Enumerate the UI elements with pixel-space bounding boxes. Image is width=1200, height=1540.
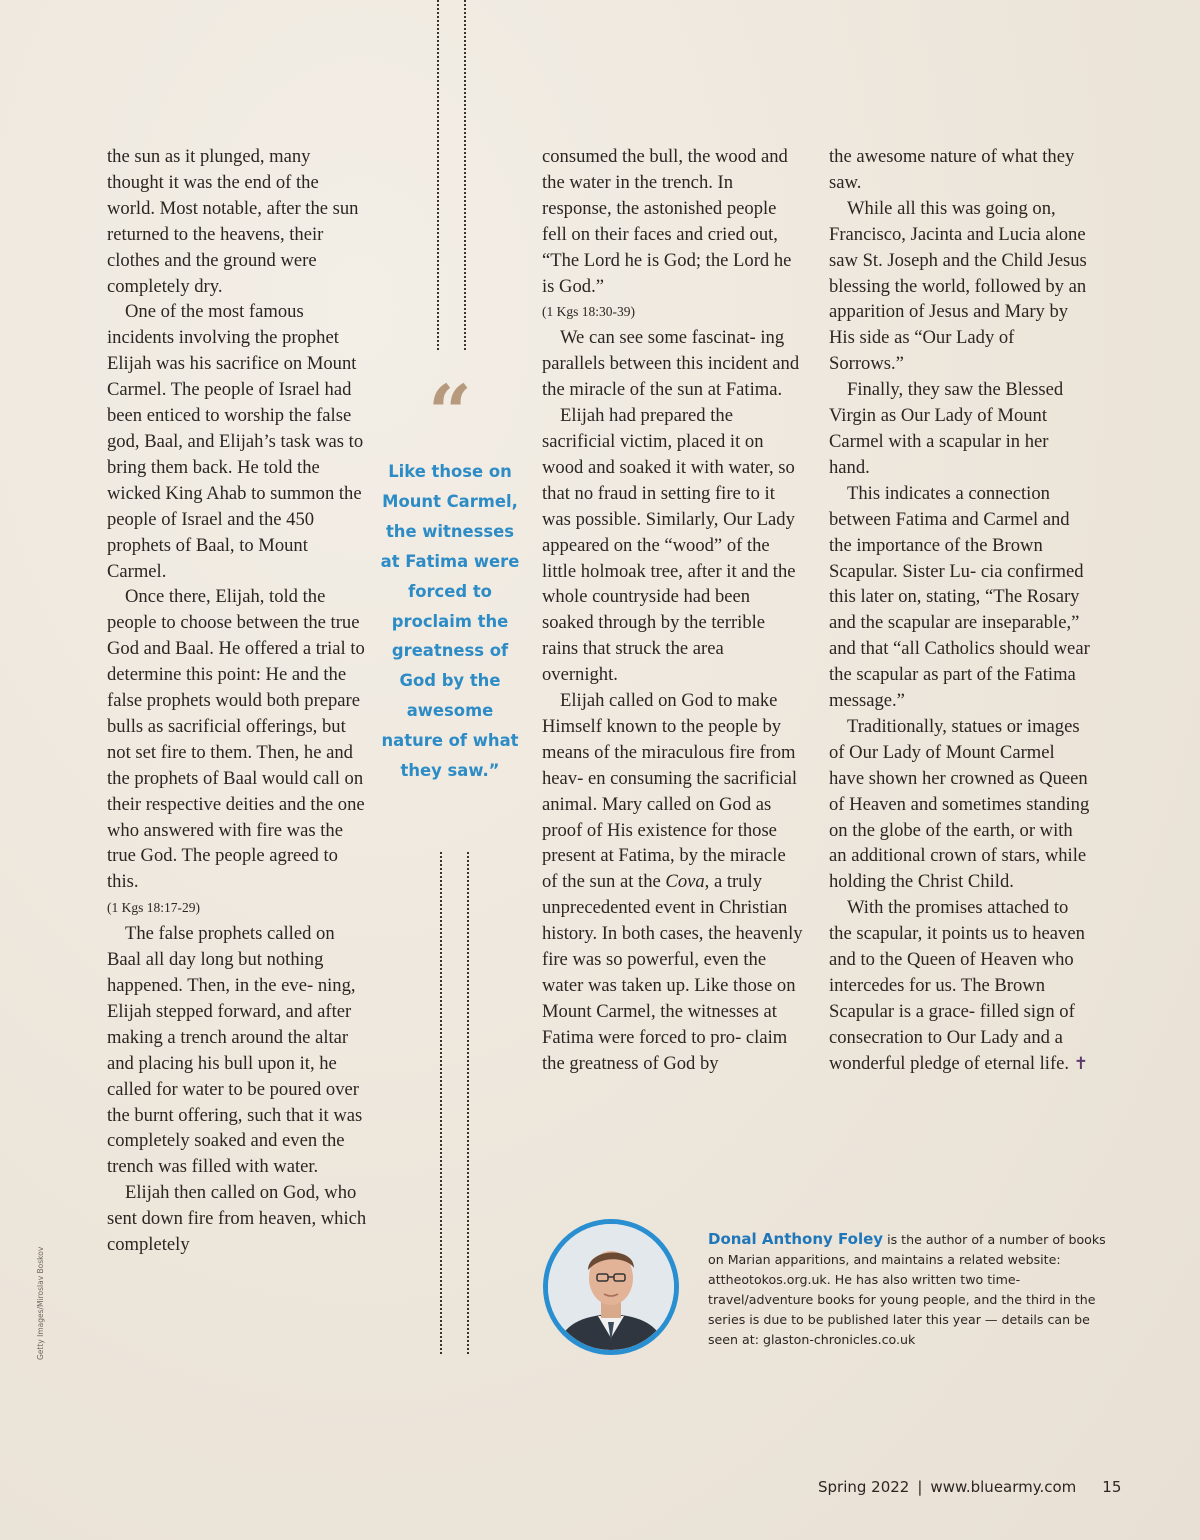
dotted-rule-bottom-left <box>440 852 442 1354</box>
article-column-1 <box>107 144 369 1258</box>
paragraph: Elijah then called on God, who sent down fire from heaven, which completely <box>107 1182 367 1256</box>
article-column-3 <box>829 144 1091 1078</box>
footer-separator: | <box>917 1478 923 1496</box>
paragraph <box>829 895 1091 1077</box>
paragraph-text: Elijah called on God to make Himself known to the people by means of the miraculous fire from heav- en consuming the sacrificial animal. Mary called on God as proof of His existence for those present at Fatima, by the miracle of the sun at the <box>542 690 798 893</box>
cross-end-mark-icon: ✝ <box>1073 1053 1088 1074</box>
website-link[interactable]: www.bluearmy.com <box>930 1478 1077 1496</box>
author-name: Donal Anthony Foley <box>708 1230 884 1248</box>
quote-mark-icon: “ <box>428 368 472 457</box>
photo-credit: Getty Images/Miroslav Boskov <box>36 1246 45 1360</box>
paragraph <box>542 688 804 1077</box>
paragraph: While all this was going on, Francisco, Jacinta and Lucia alone saw St. Joseph and the Child Jesus blessing the world, followed by an apparition of Jesus and Mary by His side as “Our Lady of Sorrows.” <box>829 197 1087 375</box>
issue-label: Spring 2022 <box>818 1478 910 1496</box>
paragraph: The false prophets called on Baal all day long but nothing happened. Then, in the eve- ning, Elijah stepped forward, and after making a trench around the altar and placing his bull upon it, he called for water to be poured over the burnt offering, such that it was completely soaked and even the trench was filled with water. <box>107 923 363 1178</box>
paragraph: Once there, Elijah, told the people to choose between the true God and Baal. He offered a trial to determine this point: He and the false prophets would both prepare bulls as sacrificial offerings, but not set fire to them. Then, he and the prophets of Baal would call on their respective deities and the one who answered with fire was the true God. The people agreed to this. <box>107 586 365 893</box>
paragraph: Finally, they saw the Blessed Virgin as Our Lady of Mount Carmel with a scapular in her hand. <box>829 379 1064 478</box>
dotted-rule-top-left <box>437 0 439 350</box>
paragraph: the awesome nature of what they saw. <box>829 146 1075 193</box>
paragraph: One of the most famous incidents involving the prophet Elijah was his sacrifice on Mount Carmel. The people of Israel had been enticed to worship the false god, Baal, and Elijah’s task was to bring them back. He told the wicked King Ahab to summon the people of Israel and the 450 prophets of Baal, to Mount Carmel. <box>107 301 364 582</box>
paragraph: consumed the bull, the wood and the water in the trench. In response, the astonished people fell on their faces and cried out, “The Lord he is God; the Lord he is God.” <box>542 146 792 297</box>
paragraph: Elijah had prepared the sacrificial victim, placed it on wood and soaked it with water, so that no fraud in setting fire to it was possible. Similarly, Our Lady appeared on the “wood” of the little holmoak tree, after it and the whole countryside had been soaked through by the terrible rains that struck the area overnight. <box>542 405 796 686</box>
page-footer <box>818 1476 1158 1498</box>
author-photo <box>543 1219 679 1355</box>
paragraph-text: With the promises attached to the scapular, it points us to heaven and to the Queen of Heaven who intercedes for us. The Brown Scapular is a grace- filled sign of consecration to Our Lady and a wonderful pledge of eternal life. <box>829 897 1085 1074</box>
dotted-rule-top-right <box>464 0 466 350</box>
paragraph-text: , a truly unprecedented event in Christian history. In both cases, the heavenly fire was so powerful, even the water was taken up. Like those on Mount Carmel, the witnesses at Fatima were forced to pro- claim the greatness of God by <box>542 871 803 1074</box>
article-column-2 <box>542 144 804 1077</box>
author-portrait-icon <box>548 1224 674 1350</box>
italic-term: Cova <box>665 871 705 893</box>
paragraph: We can see some fascinat- ing parallels between this incident and the miracle of the sun at Fatima. <box>542 327 800 401</box>
scripture-reference: (1 Kgs 18:17-29) <box>107 900 200 916</box>
scripture-reference: (1 Kgs 18:30-39) <box>542 304 635 320</box>
dotted-rule-bottom-right <box>467 852 469 1354</box>
paragraph: This indicates a connection between Fatima and Carmel and the importance of the Brown Scapular. Sister Lu- cia confirmed this later on, stating, “The Rosary and the scapular are inseparable,” and that “all Catholics should wear the scapular as part of the Fatima message.” <box>829 482 1090 712</box>
page-number: 15 <box>1102 1478 1122 1496</box>
author-bio <box>708 1229 1108 1350</box>
paragraph: Traditionally, statues or images of Our Lady of Mount Carmel have shown her crowned as Queen of Heaven and sometimes standing on the globe of the earth, or with an additional crown of stars, while holding the Christ Child. <box>829 715 1090 893</box>
pull-quote: Like those on Mount Carmel, the witnesses at Fatima were forced to proclaim the greatness of God by the awesome nature of what they saw.” <box>380 462 520 781</box>
paragraph: the sun as it plunged, many thought it was the end of the world. Most notable, after the sun returned to the heavens, their clothes and the ground were completely dry. <box>107 146 359 297</box>
author-bio-text: is the author of a number of books on Marian apparitions, and maintains a related website: attheotokos.org.uk. He has also written two time-travel/adventure books for young people, and the third in the series is due to be published later this year — details can be seen at: glaston-chronicles.co.uk <box>708 1232 1106 1347</box>
